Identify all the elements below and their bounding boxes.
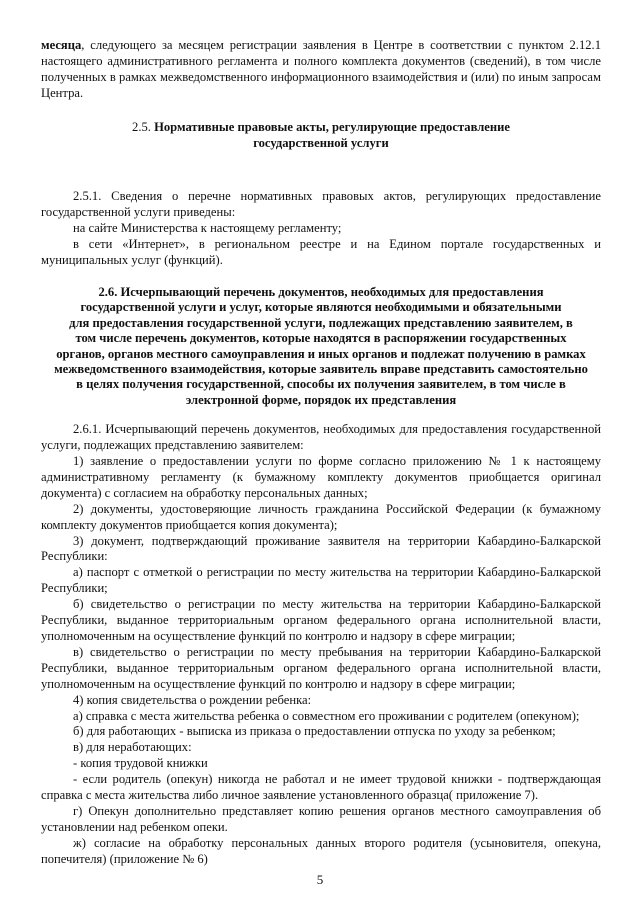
section-2-6-paragraph: б) для работающих - выписка из приказа о предоставлении отпуска по уходу за ребенком; xyxy=(73,724,556,739)
section-2-5-1-paragraph: 2.5.1. Сведения о перечне нормативных правовых актов, регулирующих предоставление государственной услуги приведены: xyxy=(41,189,601,220)
page-number: 5 xyxy=(316,872,324,887)
section-2-5-ministry-site: на сайте Министерства к настоящему регламенту; xyxy=(73,221,342,236)
section-2-6-title-line: 2.6. Исчерпывающий перечень документов, необходимых для предоставления xyxy=(98,284,544,299)
section-2-6-paragraph: в) для неработающих: xyxy=(73,740,192,755)
section-2-5-title-line2: государственной услуги xyxy=(253,135,389,150)
section-2-6-paragraph: 4) копия свидетельства о рождении ребенка: xyxy=(73,692,312,707)
section-2-6-heading xyxy=(41,285,601,408)
section-2-6-paragraph: г) Опекун дополнительно представляет копию решения органов местного самоуправления об установлении над ребенком опеки. xyxy=(41,803,601,834)
section-2-6-paragraph: в) свидетельство о регистрации по месту пребывания на территории Кабардино-Балкарской Республики, выданное территориальным органом федерального органа исполнительной власти, уполномоченным на осуществление функций по контролю и надзору в сфере миграции; xyxy=(41,644,601,691)
section-2-6-paragraph: 2) документы, удостоверяющие личность гражданина Российской Федерации (к бумажному комплекту документов приобщается копия документа); xyxy=(41,501,601,532)
section-2-6-title-line: в целях получения государственной, способы их получения заявителем, в том числе в xyxy=(76,377,566,392)
section-2-6-paragraph: б) свидетельство о регистрации по месту жительства на территории Кабардино-Балкарской Республики, выданное территориальным органом федерального органа исполнительной власти, уполномоченным на осуществление функций по контролю и надзору в сфере миграции; xyxy=(41,597,601,643)
section-2-6-paragraph: 2.6.1. Исчерпывающий перечень документов, необходимых для предоставления государственной услуги, подлежащих представлению заявителем: xyxy=(41,422,601,453)
section-2-5-heading xyxy=(41,120,601,136)
section-2-5-internet: в сети «Интернет», в региональном реестре и на Едином портале государственных и муниципальных услуг (функций). xyxy=(41,237,601,268)
section-2-6-paragraph: 1) заявление о предоставлении услуги по форме согласно приложению № 1 к настоящему административному регламенту (к бумажному комплекту документов приобщается оригинал документа) с согласием на обработку персональных данных; xyxy=(41,454,601,500)
document-page xyxy=(41,38,601,868)
section-2-6-paragraph: ж) согласие на обработку персональных данных второго родителя (усыновителя, опекуна, попечителя) (приложение № 6) xyxy=(41,835,601,866)
section-2-6-paragraph: - если родитель (опекун) никогда не работал и не имеет трудовой книжки - подтверждающая справка с места жительства либо личное заявление установленного образца( приложение 7). xyxy=(41,772,601,803)
section-2-6-title-line: электронной форме, порядок их представления xyxy=(185,392,457,407)
section-2-6-title-line: органов, органов местного самоуправления и иных органов и подлежат получению в рамках xyxy=(56,346,586,361)
section-2-6-title-line: том числе перечень документов, которые находятся в распоряжении государственных xyxy=(75,331,567,346)
section-2-6-paragraph: а) справка с места жительства ребенка о совместном его проживании с родителем (опекуном); xyxy=(73,708,580,723)
intro-bold-word: месяца xyxy=(41,38,82,52)
section-2-5-number: 2.5. xyxy=(132,119,151,134)
section-2-6-title-line: государственной услуги и услуг, которые являются необходимыми и обязательными xyxy=(80,300,562,315)
section-2-6-paragraph: 3) документ, подтверждающий проживание заявителя на территории Кабардино-Балкарской Республики: xyxy=(41,533,601,564)
section-2-6-title-line: для предоставления государственной услуги, подлежащих представлению заявителем, в xyxy=(69,315,573,330)
section-2-6-title-line: межведомственного взаимодействия, которые заявитель вправе представить самостоятельно xyxy=(54,362,588,376)
section-2-6-body xyxy=(41,422,601,867)
section-2-5-title-line1: Нормативные правовые акты, регулирующие предоставление xyxy=(154,119,510,134)
intro-text: , следующего за месяцем регистрации заявления в Центре в соответствии с пунктом 2.12.1 настоящего административного регламента и полного комплекта документов (сведений), в том числе полученных в рамках межведомственного информационного взаимодействия и (или) по иным запросам Центра. xyxy=(41,38,601,100)
intro-paragraph xyxy=(41,38,601,102)
section-2-6-paragraph: - копия трудовой книжки xyxy=(73,756,208,771)
section-2-6-paragraph: а) паспорт с отметкой о регистрации по месту жительства на территории Кабардино-Балкарской Республики; xyxy=(41,565,601,596)
